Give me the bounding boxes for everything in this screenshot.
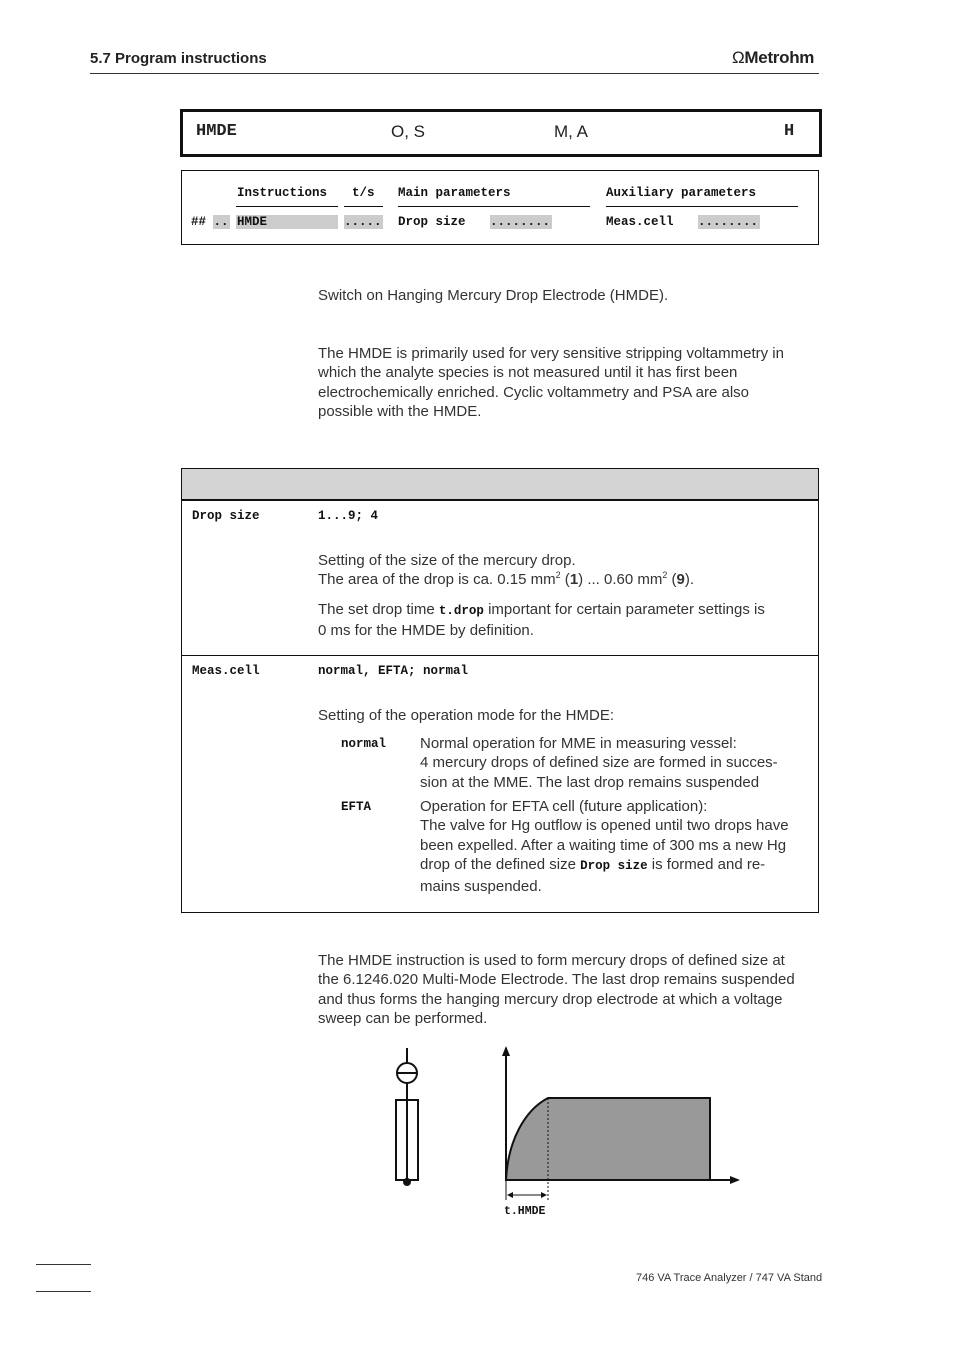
- desc-line: 0 ms for the HMDE by definition.: [318, 622, 534, 640]
- instruction-title-box: [180, 109, 822, 157]
- parameters-table-header: [182, 469, 818, 501]
- underline-instructions: [236, 206, 338, 207]
- program-line-box: [181, 170, 819, 245]
- instruction-group: H: [784, 122, 795, 141]
- desc-line: The set drop time t.drop important for certain parameter settings is: [318, 600, 765, 618]
- underline-main: [398, 206, 590, 207]
- brand-name: Metrohm: [744, 48, 815, 67]
- intro-line: possible with the HMDE.: [318, 403, 482, 421]
- parameters-table: [181, 468, 819, 913]
- header-rule: [90, 73, 819, 74]
- desc-line: The valve for Hg outflow is opened until two drops have: [420, 817, 789, 835]
- desc-line: The area of the drop is ca. 0.15 $mm^2$ (1) ... 0.60 $mm^2$ (9).: [318, 570, 695, 589]
- option-normal-desc: [420, 734, 810, 792]
- instruction-name: HMDE: [196, 122, 237, 141]
- param-meas-cell-range: normal, EFTA; normal: [318, 664, 469, 678]
- footer-rule: [36, 1264, 91, 1265]
- t-hmde-label: t.HMDE: [504, 1205, 546, 1218]
- summary-text: Switch on Hanging Mercury Drop Electrode (HMDE).: [318, 287, 669, 304]
- desc-line: Operation for EFTA cell (future application):: [420, 798, 708, 815]
- param-separator: [182, 655, 818, 656]
- param-drop-size-desc: [318, 551, 808, 641]
- row-instruction: HMDE: [237, 215, 268, 229]
- time-plot: [502, 1046, 740, 1200]
- usage-line: sweep can be performed.: [318, 1010, 488, 1028]
- intro-line: The HMDE is primarily used for very sensitive stripping voltammetry in: [318, 345, 784, 362]
- underline-aux: [606, 206, 798, 207]
- instruction-type-2: M, A: [554, 122, 589, 141]
- aux-param-value: ........: [698, 215, 759, 229]
- desc-line: sion at the MME. The last drop remains suspended: [420, 773, 760, 791]
- footer-product: 746 VA Trace Analyzer / 747 VA Stand: [636, 1272, 823, 1284]
- intro-paragraph: [318, 344, 818, 422]
- option-normal-key: normal: [341, 737, 387, 751]
- usage-line: the 6.1246.020 Multi-Mode Electrode. The last drop remains suspended: [318, 971, 795, 989]
- usage-paragraph: [318, 951, 818, 1029]
- col-main-parameters: Main parameters: [398, 186, 511, 200]
- desc-line: Normal operation for MME in measuring vessel:: [420, 735, 737, 752]
- option-efta-desc: [420, 797, 810, 896]
- desc-line: mains suspended.: [420, 877, 542, 895]
- desc-line: drop of the defined size Drop size is formed and re-: [420, 856, 766, 874]
- metrohm-logo: [732, 48, 814, 68]
- row-ts: .....: [344, 215, 382, 229]
- underline-ts: [344, 206, 383, 207]
- col-aux-parameters: Auxiliary parameters: [606, 186, 757, 200]
- param-meas-cell-desc: Setting of the operation mode for the HMDE:: [318, 707, 614, 724]
- col-instructions: Instructions: [237, 186, 328, 200]
- param-meas-cell-name: Meas.cell: [192, 664, 260, 678]
- main-param-value: ........: [490, 215, 551, 229]
- aux-param-name: Meas.cell: [606, 215, 674, 229]
- row-prefix: ## ..: [191, 215, 229, 229]
- footer-rule: [36, 1291, 91, 1292]
- instruction-type-1: O, S: [391, 122, 426, 141]
- main-param-name: Drop size: [398, 215, 466, 229]
- intro-line: which the analyte species is not measured until it has first been: [318, 364, 738, 382]
- param-drop-size-name: Drop size: [192, 509, 260, 523]
- metrohm-omega-icon: Ω: [732, 48, 745, 67]
- usage-line: The HMDE instruction is used to form mercury drops of defined size at: [318, 952, 785, 969]
- param-drop-size-range: 1...9; 4: [318, 509, 379, 523]
- intro-line: electrochemically enriched. Cyclic voltammetry and PSA are also: [318, 383, 750, 401]
- usage-line: and thus forms the hanging mercury drop electrode at which a voltage: [318, 990, 783, 1008]
- desc-line: Setting of the size of the mercury drop.: [318, 552, 576, 569]
- option-efta-key: EFTA: [341, 800, 372, 814]
- section-heading: 5.7 Program instructions: [90, 50, 267, 67]
- hmde-diagram: [380, 1040, 760, 1225]
- desc-line: been expelled. After a waiting time of 300 ms a new Hg: [420, 836, 787, 854]
- desc-line: 4 mercury drops of defined size are formed in succes-: [420, 754, 778, 772]
- col-ts: t/s: [352, 186, 375, 200]
- electrode-icon: [396, 1048, 418, 1186]
